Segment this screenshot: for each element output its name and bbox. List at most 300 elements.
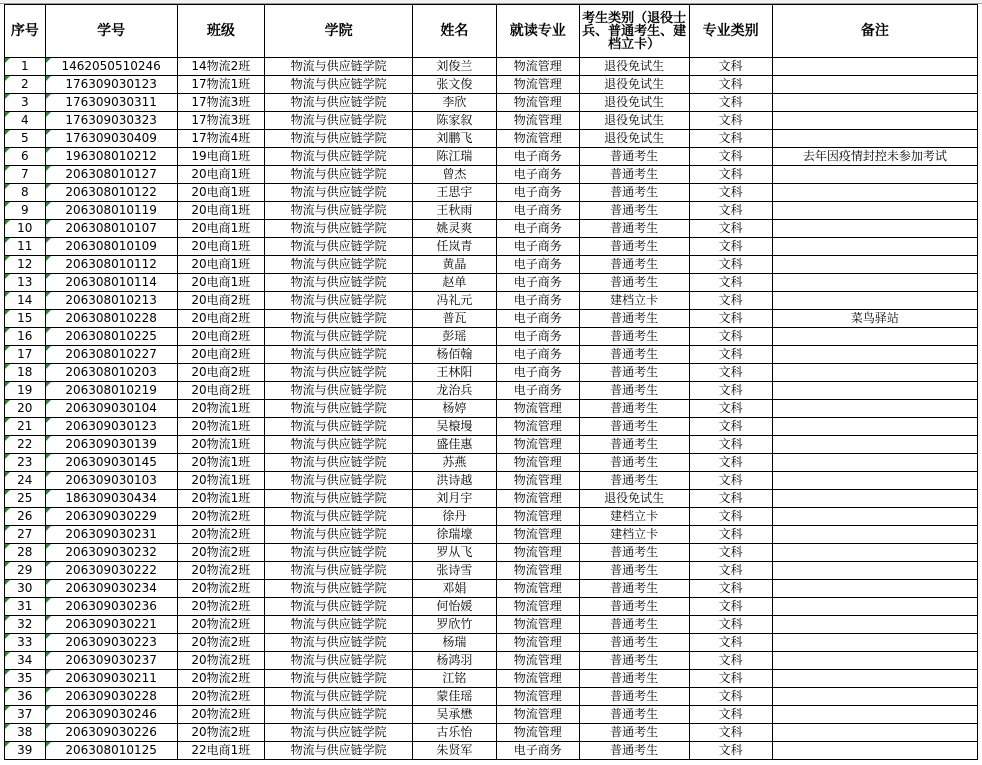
cell-exam-type[interactable]: 普通考生 (579, 436, 689, 454)
cell-seq[interactable]: 14 (5, 292, 46, 310)
cell-exam-type[interactable]: 普通考生 (579, 652, 689, 670)
cell-major[interactable]: 电子商务 (496, 220, 579, 238)
cell-exam-type[interactable]: 普通考生 (579, 400, 689, 418)
cell-major[interactable]: 电子商务 (496, 184, 579, 202)
cell-class[interactable]: 20物流2班 (177, 724, 264, 742)
cell-name[interactable]: 任岚青 (413, 238, 496, 256)
cell-major[interactable]: 物流管理 (496, 94, 579, 112)
cell-seq[interactable]: 29 (5, 562, 46, 580)
cell-remark[interactable]: 菜鸟驿站 (772, 310, 977, 328)
cell-exam-type[interactable]: 普通考生 (579, 742, 689, 760)
cell-major-type[interactable]: 文科 (689, 724, 772, 742)
cell-class[interactable]: 20电商2班 (177, 292, 264, 310)
cell-class[interactable]: 17物流3班 (177, 112, 264, 130)
cell-name[interactable]: 普瓦 (413, 310, 496, 328)
cell-name[interactable]: 刘月宇 (413, 490, 496, 508)
cell-seq[interactable]: 27 (5, 526, 46, 544)
cell-remark[interactable] (772, 490, 977, 508)
cell-exam-type[interactable]: 普通考生 (579, 724, 689, 742)
cell-name[interactable]: 古乐怡 (413, 724, 496, 742)
cell-college[interactable]: 物流与供应链学院 (265, 58, 413, 76)
cell-student-id[interactable]: 206309030246 (45, 706, 177, 724)
cell-remark[interactable] (772, 130, 977, 148)
cell-seq[interactable]: 3 (5, 94, 46, 112)
cell-remark[interactable] (772, 202, 977, 220)
cell-remark[interactable] (772, 184, 977, 202)
cell-remark[interactable] (772, 508, 977, 526)
cell-student-id[interactable]: 206309030222 (45, 562, 177, 580)
cell-seq[interactable]: 25 (5, 490, 46, 508)
cell-major[interactable]: 物流管理 (496, 490, 579, 508)
cell-major-type[interactable]: 文科 (689, 382, 772, 400)
cell-class[interactable]: 20物流2班 (177, 652, 264, 670)
cell-seq[interactable]: 12 (5, 256, 46, 274)
cell-major-type[interactable]: 文科 (689, 58, 772, 76)
cell-student-id[interactable]: 176309030311 (45, 94, 177, 112)
cell-college[interactable]: 物流与供应链学院 (265, 526, 413, 544)
cell-major-type[interactable]: 文科 (689, 472, 772, 490)
cell-major-type[interactable]: 文科 (689, 580, 772, 598)
cell-exam-type[interactable]: 普通考生 (579, 148, 689, 166)
cell-name[interactable]: 刘俊兰 (413, 58, 496, 76)
cell-exam-type[interactable]: 普通考生 (579, 328, 689, 346)
cell-remark[interactable] (772, 706, 977, 724)
cell-major-type[interactable]: 文科 (689, 688, 772, 706)
cell-seq[interactable]: 36 (5, 688, 46, 706)
cell-major[interactable]: 电子商务 (496, 238, 579, 256)
cell-seq[interactable]: 21 (5, 418, 46, 436)
cell-major-type[interactable]: 文科 (689, 652, 772, 670)
cell-exam-type[interactable]: 普通考生 (579, 454, 689, 472)
cell-name[interactable]: 刘鹏飞 (413, 130, 496, 148)
cell-major[interactable]: 电子商务 (496, 202, 579, 220)
cell-major[interactable]: 物流管理 (496, 526, 579, 544)
cell-major[interactable]: 物流管理 (496, 400, 579, 418)
cell-major[interactable]: 物流管理 (496, 418, 579, 436)
cell-remark[interactable] (772, 292, 977, 310)
cell-college[interactable]: 物流与供应链学院 (265, 616, 413, 634)
cell-major[interactable]: 电子商务 (496, 742, 579, 760)
cell-student-id[interactable]: 206308010112 (45, 256, 177, 274)
cell-name[interactable]: 朱贤军 (413, 742, 496, 760)
cell-major[interactable]: 物流管理 (496, 112, 579, 130)
cell-class[interactable]: 20物流2班 (177, 562, 264, 580)
cell-exam-type[interactable]: 普通考生 (579, 202, 689, 220)
cell-major[interactable]: 物流管理 (496, 76, 579, 94)
cell-seq[interactable]: 22 (5, 436, 46, 454)
cell-name[interactable]: 张文俊 (413, 76, 496, 94)
cell-college[interactable]: 物流与供应链学院 (265, 490, 413, 508)
cell-major[interactable]: 物流管理 (496, 544, 579, 562)
cell-college[interactable]: 物流与供应链学院 (265, 202, 413, 220)
cell-student-id[interactable]: 206309030221 (45, 616, 177, 634)
cell-student-id[interactable]: 196308010212 (45, 148, 177, 166)
cell-exam-type[interactable]: 普通考生 (579, 256, 689, 274)
cell-college[interactable]: 物流与供应链学院 (265, 94, 413, 112)
cell-major-type[interactable]: 文科 (689, 346, 772, 364)
cell-major[interactable]: 物流管理 (496, 472, 579, 490)
cell-major-type[interactable]: 文科 (689, 220, 772, 238)
cell-major-type[interactable]: 文科 (689, 184, 772, 202)
cell-major[interactable]: 物流管理 (496, 436, 579, 454)
cell-major-type[interactable]: 文科 (689, 202, 772, 220)
cell-college[interactable]: 物流与供应链学院 (265, 688, 413, 706)
cell-seq[interactable]: 23 (5, 454, 46, 472)
cell-college[interactable]: 物流与供应链学院 (265, 148, 413, 166)
cell-class[interactable]: 20电商2班 (177, 328, 264, 346)
cell-major[interactable]: 物流管理 (496, 616, 579, 634)
cell-college[interactable]: 物流与供应链学院 (265, 706, 413, 724)
cell-remark[interactable] (772, 652, 977, 670)
cell-major-type[interactable]: 文科 (689, 544, 772, 562)
cell-college[interactable]: 物流与供应链学院 (265, 256, 413, 274)
cell-exam-type[interactable]: 普通考生 (579, 580, 689, 598)
cell-remark[interactable] (772, 454, 977, 472)
cell-exam-type[interactable]: 退役免试生 (579, 58, 689, 76)
cell-remark[interactable] (772, 436, 977, 454)
cell-college[interactable]: 物流与供应链学院 (265, 400, 413, 418)
cell-major-type[interactable]: 文科 (689, 598, 772, 616)
cell-major[interactable]: 物流管理 (496, 688, 579, 706)
cell-student-id[interactable]: 206309030226 (45, 724, 177, 742)
cell-name[interactable]: 蒙佳瑶 (413, 688, 496, 706)
cell-name[interactable]: 吴承懋 (413, 706, 496, 724)
cell-seq[interactable]: 8 (5, 184, 46, 202)
cell-exam-type[interactable]: 普通考生 (579, 310, 689, 328)
cell-student-id[interactable]: 206308010228 (45, 310, 177, 328)
cell-seq[interactable]: 1 (5, 58, 46, 76)
cell-major[interactable]: 物流管理 (496, 580, 579, 598)
cell-remark[interactable] (772, 112, 977, 130)
cell-major[interactable]: 物流管理 (496, 58, 579, 76)
cell-seq[interactable]: 31 (5, 598, 46, 616)
cell-major[interactable]: 物流管理 (496, 724, 579, 742)
cell-remark[interactable] (772, 526, 977, 544)
cell-student-id[interactable]: 206308010219 (45, 382, 177, 400)
cell-exam-type[interactable]: 建档立卡 (579, 526, 689, 544)
cell-major-type[interactable]: 文科 (689, 742, 772, 760)
cell-major[interactable]: 电子商务 (496, 328, 579, 346)
cell-exam-type[interactable]: 建档立卡 (579, 508, 689, 526)
cell-name[interactable]: 杨佰翰 (413, 346, 496, 364)
cell-college[interactable]: 物流与供应链学院 (265, 436, 413, 454)
cell-major[interactable]: 物流管理 (496, 598, 579, 616)
cell-exam-type[interactable]: 普通考生 (579, 688, 689, 706)
cell-student-id[interactable]: 206309030237 (45, 652, 177, 670)
cell-college[interactable]: 物流与供应链学院 (265, 472, 413, 490)
cell-college[interactable]: 物流与供应链学院 (265, 166, 413, 184)
cell-seq[interactable]: 13 (5, 274, 46, 292)
cell-remark[interactable] (772, 94, 977, 112)
cell-major-type[interactable]: 文科 (689, 706, 772, 724)
header-remark[interactable]: 备注 (772, 5, 977, 58)
cell-exam-type[interactable]: 普通考生 (579, 598, 689, 616)
cell-remark[interactable]: 去年因疫情封控未参加考试 (772, 148, 977, 166)
cell-major-type[interactable]: 文科 (689, 616, 772, 634)
cell-student-id[interactable]: 206309030103 (45, 472, 177, 490)
cell-name[interactable]: 杨婷 (413, 400, 496, 418)
cell-name[interactable]: 王思宇 (413, 184, 496, 202)
cell-class[interactable]: 20电商1班 (177, 202, 264, 220)
cell-college[interactable]: 物流与供应链学院 (265, 544, 413, 562)
cell-seq[interactable]: 18 (5, 364, 46, 382)
cell-class[interactable]: 20物流1班 (177, 490, 264, 508)
cell-seq[interactable]: 32 (5, 616, 46, 634)
cell-exam-type[interactable]: 普通考生 (579, 562, 689, 580)
cell-class[interactable]: 20物流1班 (177, 436, 264, 454)
cell-student-id[interactable]: 206309030231 (45, 526, 177, 544)
cell-major-type[interactable]: 文科 (689, 130, 772, 148)
cell-major[interactable]: 电子商务 (496, 274, 579, 292)
cell-college[interactable]: 物流与供应链学院 (265, 274, 413, 292)
cell-name[interactable]: 陈江瑞 (413, 148, 496, 166)
cell-exam-type[interactable]: 普通考生 (579, 634, 689, 652)
cell-student-id[interactable]: 206309030236 (45, 598, 177, 616)
cell-major-type[interactable]: 文科 (689, 436, 772, 454)
cell-major-type[interactable]: 文科 (689, 634, 772, 652)
cell-major[interactable]: 物流管理 (496, 634, 579, 652)
cell-seq[interactable]: 34 (5, 652, 46, 670)
cell-student-id[interactable]: 176309030323 (45, 112, 177, 130)
cell-major-type[interactable]: 文科 (689, 94, 772, 112)
cell-major-type[interactable]: 文科 (689, 112, 772, 130)
cell-remark[interactable] (772, 724, 977, 742)
cell-name[interactable]: 彭瑶 (413, 328, 496, 346)
cell-major-type[interactable]: 文科 (689, 490, 772, 508)
cell-seq[interactable]: 35 (5, 670, 46, 688)
cell-major[interactable]: 电子商务 (496, 148, 579, 166)
cell-name[interactable]: 江铭 (413, 670, 496, 688)
cell-major[interactable]: 物流管理 (496, 706, 579, 724)
cell-class[interactable]: 19电商1班 (177, 148, 264, 166)
cell-exam-type[interactable]: 普通考生 (579, 418, 689, 436)
cell-major-type[interactable]: 文科 (689, 328, 772, 346)
cell-class[interactable]: 20电商2班 (177, 310, 264, 328)
cell-seq[interactable]: 37 (5, 706, 46, 724)
header-major-type[interactable]: 专业类别 (689, 5, 772, 58)
cell-major-type[interactable]: 文科 (689, 238, 772, 256)
cell-seq[interactable]: 38 (5, 724, 46, 742)
cell-student-id[interactable]: 206308010213 (45, 292, 177, 310)
header-seq[interactable]: 序号 (5, 5, 46, 58)
cell-class[interactable]: 22电商1班 (177, 742, 264, 760)
cell-major[interactable]: 电子商务 (496, 256, 579, 274)
cell-major-type[interactable]: 文科 (689, 508, 772, 526)
cell-seq[interactable]: 26 (5, 508, 46, 526)
cell-major[interactable]: 物流管理 (496, 454, 579, 472)
cell-exam-type[interactable]: 普通考生 (579, 184, 689, 202)
cell-major[interactable]: 电子商务 (496, 346, 579, 364)
cell-class[interactable]: 20物流2班 (177, 508, 264, 526)
cell-college[interactable]: 物流与供应链学院 (265, 328, 413, 346)
cell-class[interactable]: 20电商1班 (177, 256, 264, 274)
cell-seq[interactable]: 9 (5, 202, 46, 220)
cell-college[interactable]: 物流与供应链学院 (265, 670, 413, 688)
cell-remark[interactable] (772, 580, 977, 598)
cell-exam-type[interactable]: 普通考生 (579, 166, 689, 184)
cell-student-id[interactable]: 206309030228 (45, 688, 177, 706)
cell-remark[interactable] (772, 472, 977, 490)
cell-name[interactable]: 姚灵爽 (413, 220, 496, 238)
cell-name[interactable]: 王秋雨 (413, 202, 496, 220)
header-student-id[interactable]: 学号 (45, 5, 177, 58)
cell-exam-type[interactable]: 退役免试生 (579, 490, 689, 508)
cell-seq[interactable]: 19 (5, 382, 46, 400)
cell-name[interactable]: 苏燕 (413, 454, 496, 472)
cell-college[interactable]: 物流与供应链学院 (265, 220, 413, 238)
cell-exam-type[interactable]: 退役免试生 (579, 112, 689, 130)
cell-major-type[interactable]: 文科 (689, 166, 772, 184)
cell-seq[interactable]: 30 (5, 580, 46, 598)
cell-name[interactable]: 王林阳 (413, 364, 496, 382)
cell-name[interactable]: 冯礼元 (413, 292, 496, 310)
cell-student-id[interactable]: 206308010225 (45, 328, 177, 346)
cell-student-id[interactable]: 206309030139 (45, 436, 177, 454)
cell-seq[interactable]: 6 (5, 148, 46, 166)
cell-major-type[interactable]: 文科 (689, 418, 772, 436)
cell-student-id[interactable]: 206308010107 (45, 220, 177, 238)
cell-remark[interactable] (772, 634, 977, 652)
cell-seq[interactable]: 24 (5, 472, 46, 490)
cell-seq[interactable]: 28 (5, 544, 46, 562)
cell-college[interactable]: 物流与供应链学院 (265, 184, 413, 202)
cell-class[interactable]: 20物流2班 (177, 688, 264, 706)
cell-remark[interactable] (772, 742, 977, 760)
cell-class[interactable]: 20物流1班 (177, 418, 264, 436)
cell-seq[interactable]: 4 (5, 112, 46, 130)
cell-remark[interactable] (772, 76, 977, 94)
cell-class[interactable]: 20物流2班 (177, 580, 264, 598)
cell-student-id[interactable]: 206308010122 (45, 184, 177, 202)
header-name[interactable]: 姓名 (413, 5, 496, 58)
header-major[interactable]: 就读专业 (496, 5, 579, 58)
cell-college[interactable]: 物流与供应链学院 (265, 454, 413, 472)
cell-student-id[interactable]: 186309030434 (45, 490, 177, 508)
cell-name[interactable]: 邓娟 (413, 580, 496, 598)
cell-remark[interactable] (772, 382, 977, 400)
cell-exam-type[interactable]: 普通考生 (579, 364, 689, 382)
cell-college[interactable]: 物流与供应链学院 (265, 418, 413, 436)
cell-remark[interactable] (772, 346, 977, 364)
cell-exam-type[interactable]: 退役免试生 (579, 76, 689, 94)
cell-major[interactable]: 物流管理 (496, 652, 579, 670)
cell-college[interactable]: 物流与供应链学院 (265, 634, 413, 652)
cell-name[interactable]: 罗欣竹 (413, 616, 496, 634)
cell-seq[interactable]: 5 (5, 130, 46, 148)
cell-major[interactable]: 物流管理 (496, 562, 579, 580)
header-college[interactable]: 学院 (265, 5, 413, 58)
cell-seq[interactable]: 2 (5, 76, 46, 94)
cell-student-id[interactable]: 206308010227 (45, 346, 177, 364)
cell-name[interactable]: 洪诗越 (413, 472, 496, 490)
cell-class[interactable]: 20物流2班 (177, 616, 264, 634)
cell-remark[interactable] (772, 364, 977, 382)
cell-remark[interactable] (772, 166, 977, 184)
cell-class[interactable]: 20电商1班 (177, 184, 264, 202)
cell-student-id[interactable]: 206308010127 (45, 166, 177, 184)
cell-seq[interactable]: 16 (5, 328, 46, 346)
cell-college[interactable]: 物流与供应链学院 (265, 364, 413, 382)
cell-college[interactable]: 物流与供应链学院 (265, 310, 413, 328)
cell-college[interactable]: 物流与供应链学院 (265, 292, 413, 310)
cell-class[interactable]: 20电商1班 (177, 238, 264, 256)
cell-class[interactable]: 20物流2班 (177, 634, 264, 652)
cell-remark[interactable] (772, 58, 977, 76)
cell-exam-type[interactable]: 普通考生 (579, 220, 689, 238)
cell-class[interactable]: 20电商2班 (177, 346, 264, 364)
cell-major[interactable]: 电子商务 (496, 364, 579, 382)
cell-college[interactable]: 物流与供应链学院 (265, 238, 413, 256)
cell-major-type[interactable]: 文科 (689, 454, 772, 472)
cell-student-id[interactable]: 206309030104 (45, 400, 177, 418)
cell-name[interactable]: 罗从飞 (413, 544, 496, 562)
cell-student-id[interactable]: 1462050510246 (45, 58, 177, 76)
cell-exam-type[interactable]: 普通考生 (579, 706, 689, 724)
cell-class[interactable]: 20物流2班 (177, 544, 264, 562)
cell-remark[interactable] (772, 418, 977, 436)
cell-name[interactable]: 张诗雪 (413, 562, 496, 580)
cell-seq[interactable]: 15 (5, 310, 46, 328)
cell-seq[interactable]: 10 (5, 220, 46, 238)
cell-student-id[interactable]: 176309030409 (45, 130, 177, 148)
cell-college[interactable]: 物流与供应链学院 (265, 562, 413, 580)
cell-remark[interactable] (772, 616, 977, 634)
cell-name[interactable]: 徐丹 (413, 508, 496, 526)
header-exam-type[interactable]: 考生类别（退役士兵、普通考生、建档立卡） (579, 5, 689, 58)
cell-student-id[interactable]: 206308010203 (45, 364, 177, 382)
cell-major-type[interactable]: 文科 (689, 562, 772, 580)
cell-student-id[interactable]: 176309030123 (45, 76, 177, 94)
cell-student-id[interactable]: 206309030123 (45, 418, 177, 436)
cell-seq[interactable]: 20 (5, 400, 46, 418)
cell-college[interactable]: 物流与供应链学院 (265, 346, 413, 364)
cell-student-id[interactable]: 206308010125 (45, 742, 177, 760)
cell-class[interactable]: 20物流1班 (177, 400, 264, 418)
cell-major-type[interactable]: 文科 (689, 274, 772, 292)
cell-remark[interactable] (772, 400, 977, 418)
cell-exam-type[interactable]: 普通考生 (579, 472, 689, 490)
cell-class[interactable]: 17物流4班 (177, 130, 264, 148)
cell-class[interactable]: 20物流2班 (177, 598, 264, 616)
cell-remark[interactable] (772, 328, 977, 346)
cell-name[interactable]: 赵单 (413, 274, 496, 292)
cell-class[interactable]: 20物流2班 (177, 670, 264, 688)
cell-major[interactable]: 电子商务 (496, 310, 579, 328)
cell-class[interactable]: 20电商2班 (177, 364, 264, 382)
cell-student-id[interactable]: 206308010114 (45, 274, 177, 292)
cell-college[interactable]: 物流与供应链学院 (265, 382, 413, 400)
cell-major[interactable]: 物流管理 (496, 130, 579, 148)
cell-major[interactable]: 电子商务 (496, 166, 579, 184)
cell-major-type[interactable]: 文科 (689, 292, 772, 310)
cell-major-type[interactable]: 文科 (689, 256, 772, 274)
cell-remark[interactable] (772, 544, 977, 562)
cell-major-type[interactable]: 文科 (689, 670, 772, 688)
cell-exam-type[interactable]: 普通考生 (579, 616, 689, 634)
cell-college[interactable]: 物流与供应链学院 (265, 724, 413, 742)
cell-major[interactable]: 电子商务 (496, 382, 579, 400)
cell-major-type[interactable]: 文科 (689, 400, 772, 418)
cell-major[interactable]: 物流管理 (496, 670, 579, 688)
cell-remark[interactable] (772, 688, 977, 706)
cell-class[interactable]: 20电商1班 (177, 166, 264, 184)
cell-seq[interactable]: 17 (5, 346, 46, 364)
cell-exam-type[interactable]: 普通考生 (579, 670, 689, 688)
cell-college[interactable]: 物流与供应链学院 (265, 598, 413, 616)
cell-name[interactable]: 盛佳惠 (413, 436, 496, 454)
cell-seq[interactable]: 33 (5, 634, 46, 652)
cell-college[interactable]: 物流与供应链学院 (265, 508, 413, 526)
